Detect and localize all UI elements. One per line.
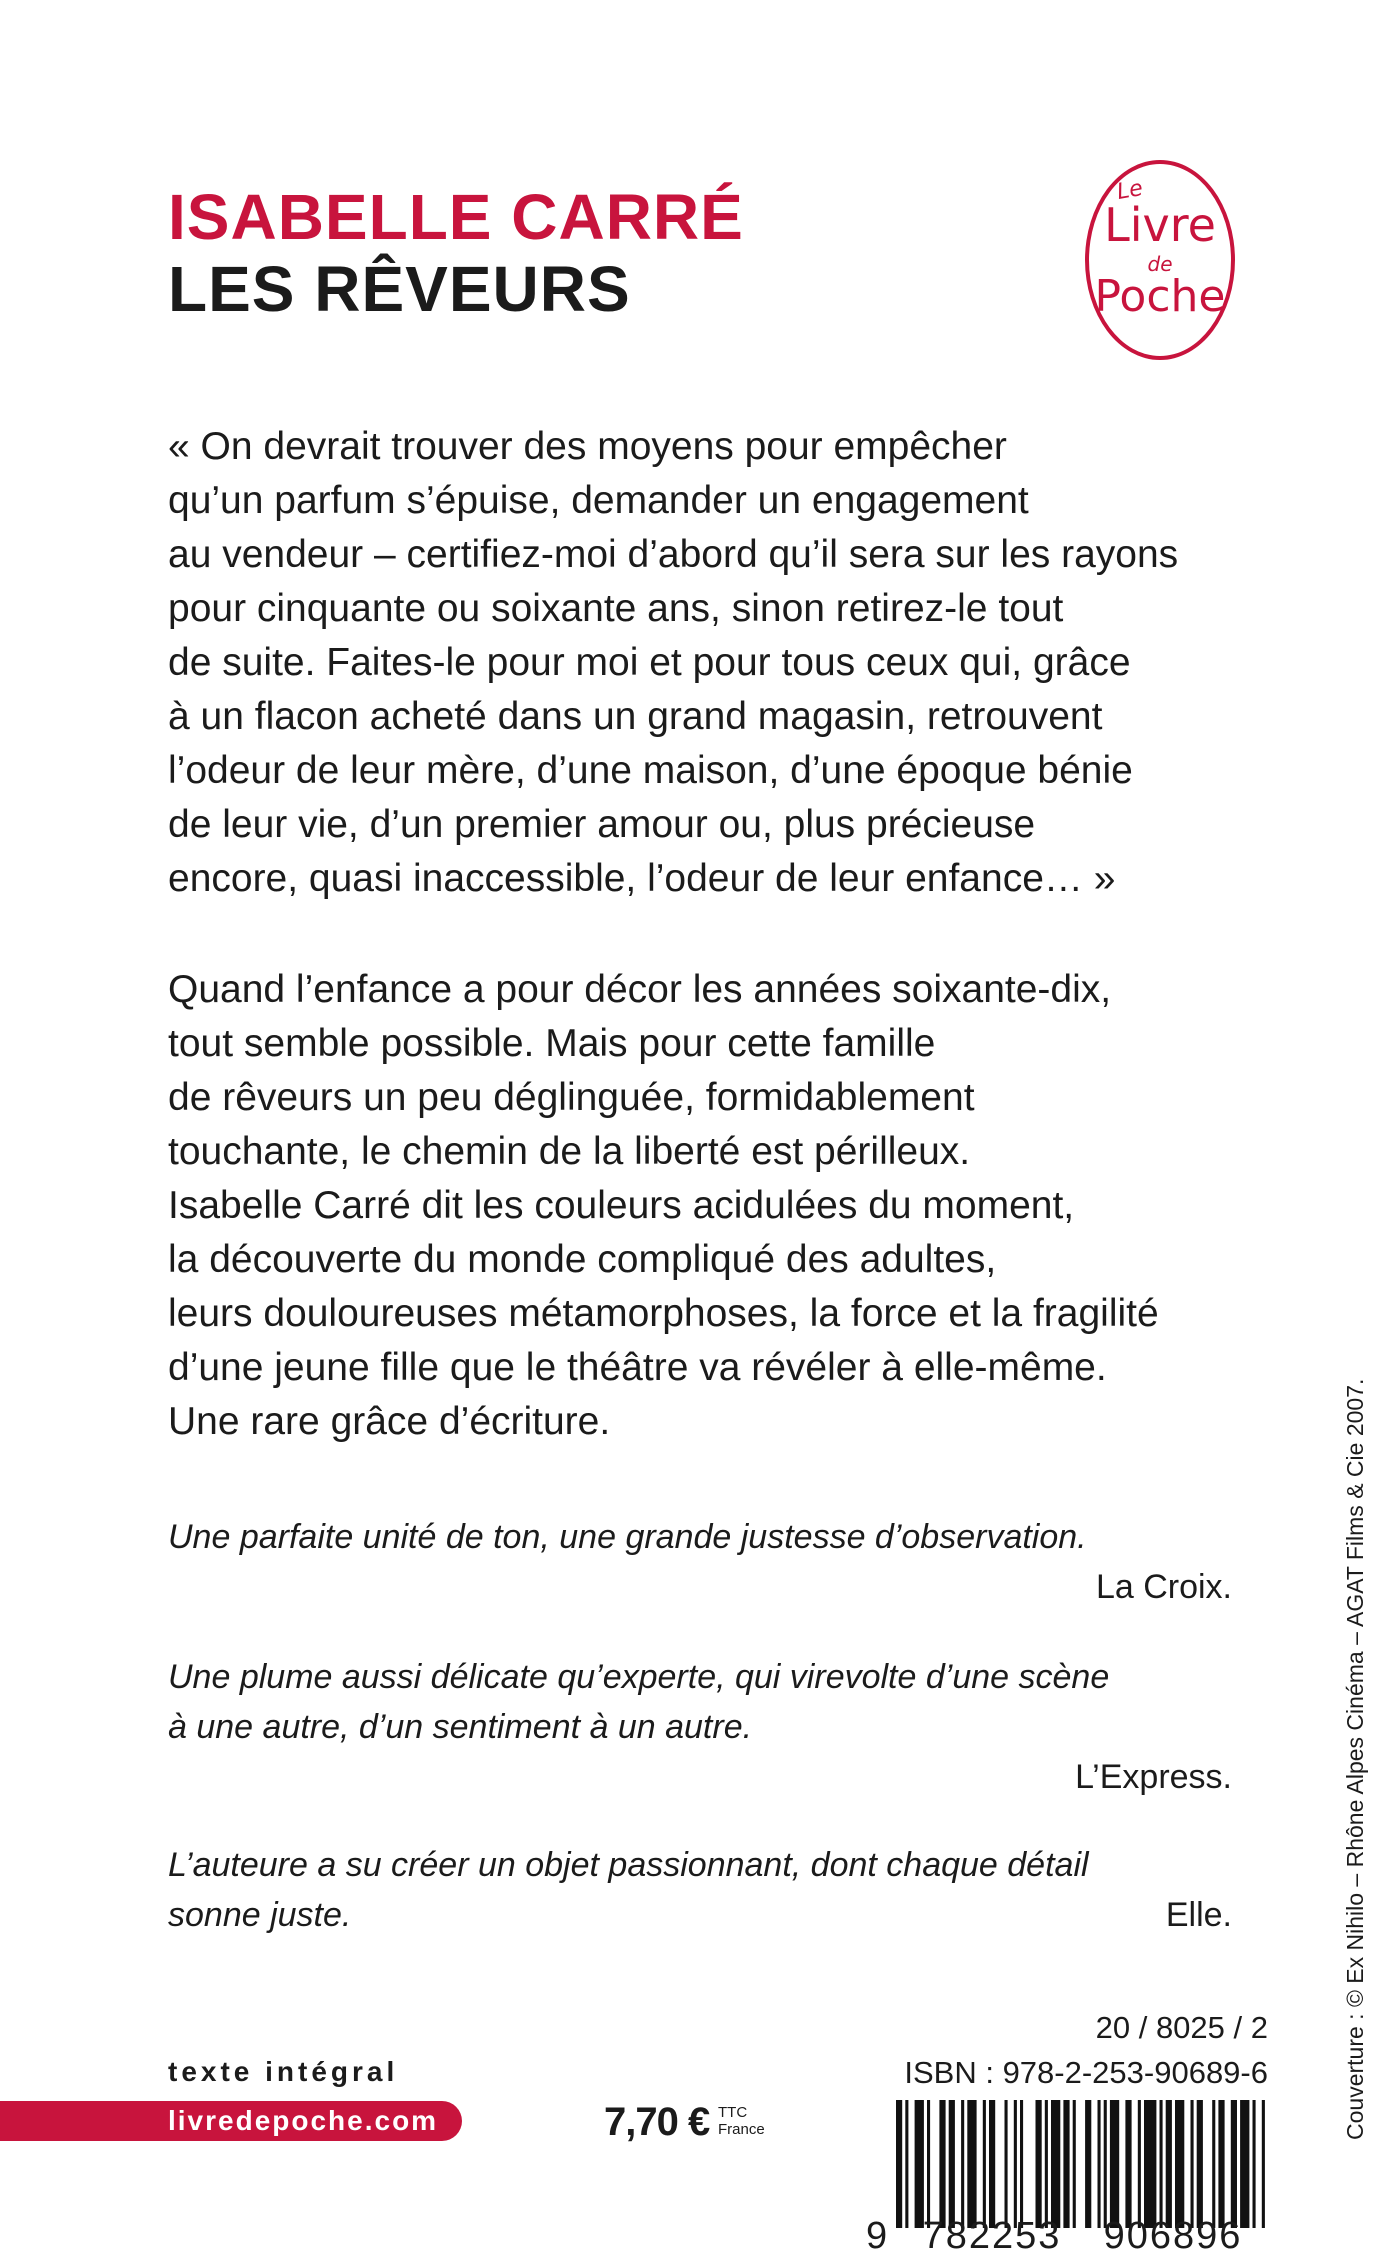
author-name: ISABELLE CARRÉ	[168, 181, 744, 253]
texte-integral-label: texte intégral	[168, 2056, 399, 2087]
book-summary	[168, 963, 1159, 1449]
ean-digits-right: 906896	[1103, 2215, 1243, 2257]
summary-line: Isabelle Carré dit les couleurs acidulées du moment,	[168, 1184, 1075, 1227]
barcode-bar	[1073, 2100, 1076, 2228]
barcode-bar	[1144, 2100, 1156, 2228]
barcode-bar	[1240, 2100, 1249, 2228]
logo-line-le: Le	[1115, 175, 1145, 206]
barcode-bar	[1212, 2100, 1215, 2228]
excerpt-line: à un flacon acheté dans un grand magasin, retrouvent	[168, 695, 1103, 738]
excerpt-line: l’odeur de leur mère, d’une maison, d’une époque bénie	[168, 749, 1133, 792]
barcode-bar	[1125, 2100, 1131, 2228]
barcode-bar	[1036, 2100, 1042, 2228]
summary-line: Quand l’enfance a pour décor les années soixante-dix,	[168, 968, 1112, 1011]
excerpt-line: « On devrait trouver des moyens pour empêcher	[168, 425, 1007, 468]
excerpt-line: de suite. Faites-le pour moi et pour tous ceux qui, grâce	[168, 641, 1131, 684]
barcode-bar	[1045, 2100, 1048, 2228]
barcode	[896, 2100, 1268, 2228]
logo-line-de: de	[1147, 252, 1173, 276]
barcode-bar	[1253, 2100, 1256, 2228]
logo-line-poche: Poche	[1094, 271, 1226, 322]
livre-de-poche-logo	[1085, 160, 1235, 360]
summary-line: la découverte du monde compliqué des adultes,	[168, 1238, 997, 1281]
barcode-bar	[1098, 2100, 1101, 2228]
barcode-bar	[1110, 2100, 1119, 2228]
barcode-bar	[1138, 2100, 1141, 2228]
barcode-bar	[1191, 2100, 1194, 2228]
edition-code: 20 / 8025 / 2	[1095, 2010, 1268, 2045]
ttc-label: TTC	[718, 2104, 748, 2121]
barcode-bar	[927, 2100, 930, 2228]
review-source: L’Express.	[1075, 1758, 1232, 1796]
review-source: Elle.	[1165, 1896, 1232, 1934]
summary-line: Une rare grâce d’écriture.	[168, 1400, 611, 1443]
review-quote: L’auteure a su créer un objet passionnant, dont chaque détail	[168, 1846, 1089, 1884]
excerpt-line: au vendeur – certifiez-moi d’abord qu’il sera sur les rayons	[168, 533, 1179, 576]
price: 7,70 €	[604, 2100, 710, 2144]
barcode-bar	[1005, 2100, 1008, 2228]
barcode-bar	[1231, 2100, 1237, 2228]
barcode-bar	[1085, 2100, 1091, 2228]
barcode-bar	[896, 2100, 902, 2228]
ean-digit-first: 9	[866, 2215, 888, 2257]
barcode-bar	[1063, 2100, 1069, 2228]
summary-line: touchante, le chemin de la liberté est périlleux.	[168, 1130, 971, 1173]
review-source: La Croix.	[1095, 1568, 1232, 1606]
barcode-bar	[1197, 2100, 1203, 2228]
barcode-bar	[1104, 2100, 1107, 2228]
review-quote: à une autre, d’un sentiment à un autre.	[168, 1708, 753, 1746]
excerpt-line: encore, quasi inaccessible, l’odeur de leur enfance… »	[168, 857, 1116, 900]
excerpt-quote	[168, 420, 1178, 906]
barcode-bar	[915, 2100, 924, 2228]
website-link[interactable]: livredepoche.com	[168, 2105, 439, 2136]
logo-line-livre: Livre	[1104, 198, 1216, 252]
summary-line: de rêveurs un peu déglinguée, formidablement	[168, 1076, 975, 1119]
barcode-bar	[989, 2100, 995, 2228]
barcode-bar	[1020, 2100, 1023, 2228]
summary-line: d’une jeune fille que le théâtre va révéler à elle-même.	[168, 1346, 1107, 1389]
barcode-bar	[905, 2100, 908, 2228]
barcode-bar	[967, 2100, 976, 2228]
barcode-bar	[1014, 2100, 1017, 2228]
barcode-bar	[939, 2100, 945, 2228]
excerpt-line: qu’un parfum s’épuise, demander un engagement	[168, 479, 1029, 522]
cover-photo-credit: Couverture : © Ex Nihilo – Rhône Alpes Cinéma – AGAT Films & Cie 2007.	[1342, 1378, 1368, 2140]
review-la-croix	[168, 1512, 1232, 1612]
book-title: LES RÊVEURS	[168, 253, 631, 325]
review-quote: Une plume aussi délicate qu’experte, qui virevolte d’une scène	[168, 1658, 1110, 1696]
price-tax-note	[718, 2104, 765, 2138]
barcode-bar	[1051, 2100, 1060, 2228]
review-quote: sonne juste.	[168, 1896, 352, 1934]
review-quote: Une parfaite unité de ton, une grande justesse d’observation.	[168, 1518, 1087, 1556]
excerpt-line: pour cinquante ou soixante ans, sinon retirez-le tout	[168, 587, 1064, 630]
france-label: France	[718, 2121, 765, 2138]
barcode-bar	[1175, 2100, 1184, 2228]
isbn: ISBN : 978-2-253-90689-6	[904, 2055, 1268, 2090]
summary-line: tout semble possible. Mais pour cette famille	[168, 1022, 936, 1065]
barcode-bar	[1160, 2100, 1163, 2228]
review-l-express	[168, 1652, 1232, 1802]
barcode-bar	[1166, 2100, 1172, 2228]
barcode-bar	[961, 2100, 964, 2228]
ean-digits-left: 782253	[922, 2215, 1062, 2257]
barcode-bar	[1218, 2100, 1224, 2228]
excerpt-line: de leur vie, d’un premier amour ou, plus précieuse	[168, 803, 1036, 846]
summary-line: leurs douloureuses métamorphoses, la force et la fragilité	[168, 1292, 1159, 1335]
barcode-bar	[949, 2100, 955, 2228]
barcode-bar	[983, 2100, 986, 2228]
barcode-bar	[1262, 2100, 1265, 2228]
review-elle	[168, 1840, 1232, 1940]
